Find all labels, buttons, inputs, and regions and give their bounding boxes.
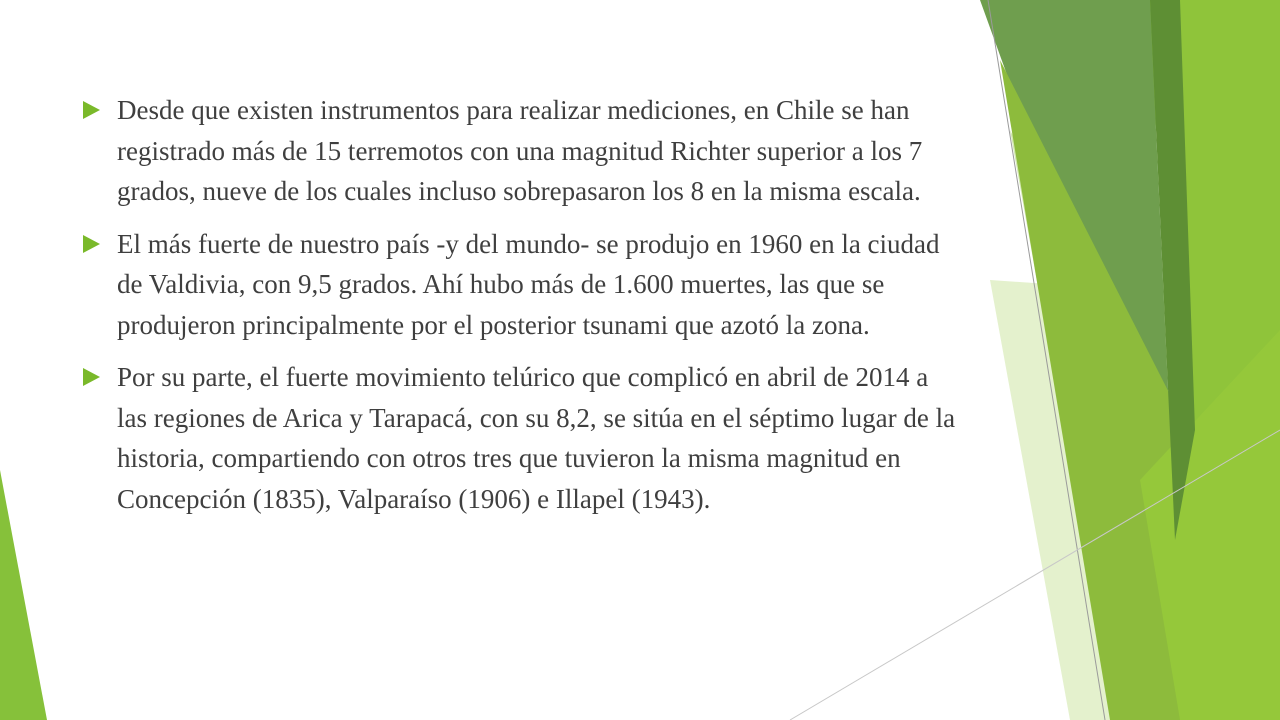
bullet-text: El más fuerte de nuestro país -y del mundo- se produjo en 1960 en la ciudad de Valdivia, con 9,5 grados. Ahí hubo más de 1.600 muertes, las que se produjeron principalmente por el posterior tsunami que azotó la zona. xyxy=(117,228,940,340)
bullet-item xyxy=(83,357,963,519)
green-triangle-icon xyxy=(83,368,100,386)
bullet-list xyxy=(83,90,963,531)
green-triangle-icon xyxy=(83,235,100,253)
bullet-item xyxy=(83,90,963,212)
green-triangle-icon xyxy=(83,101,100,119)
bullet-item xyxy=(83,224,963,346)
bullet-text: Desde que existen instrumentos para realizar mediciones, en Chile se han registrado más de 15 terremotos con una magnitud Richter superior a los 7 grados, nueve de los cuales incluso sobrepasaron los 8 en la misma escala. xyxy=(117,95,923,206)
bullet-text: Por su parte, el fuerte movimiento telúrico que complicó en abril de 2014 a las regiones de Arica y Tarapacá, con su 8,2, se sitúa en el séptimo lugar de la historia, compartiendo con otros tres que tuvieron la misma magnitud en Concepción (1835), Valparaíso (1906) e Illapel (1943). xyxy=(117,362,956,514)
facet-left xyxy=(0,470,47,720)
